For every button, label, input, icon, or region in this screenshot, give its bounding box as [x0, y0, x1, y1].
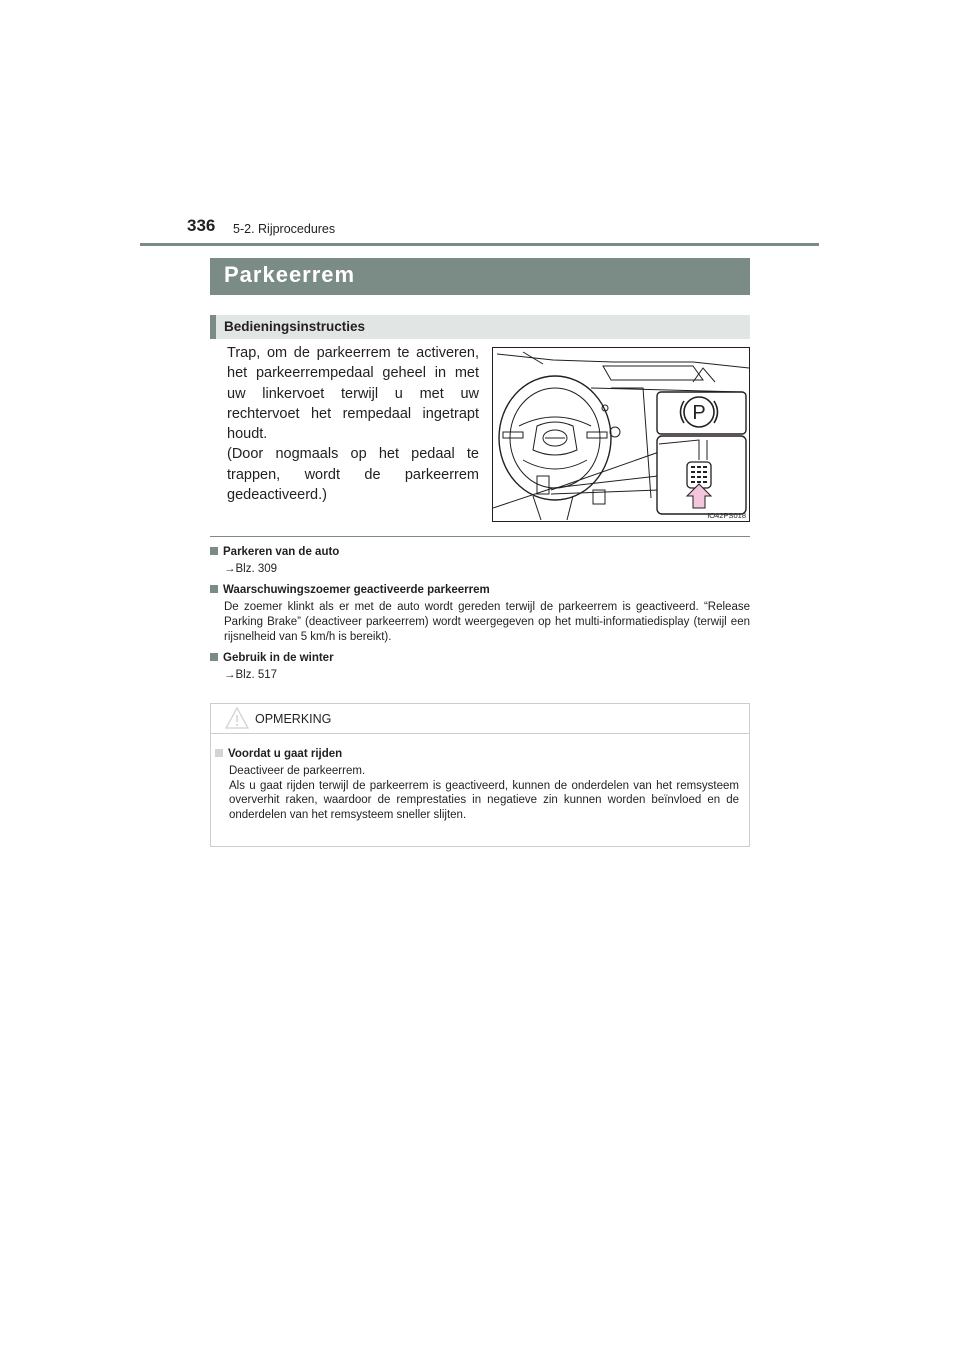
- arrow-right-icon: →: [224, 563, 236, 575]
- note-parking: [210, 545, 750, 577]
- page-number: 336: [187, 216, 216, 235]
- parking-brake-illustration: [492, 347, 750, 522]
- note-body: De zoemer klinkt als er met de auto wordt gereden terwijl de parkeerrem is geactiveerd. “Release Parking Brake” (deactiveer parkeerrem) wordt weergegeven op het multi-informatiedisplay (terwijl een rijsnelheid van 5 km/h is bereikt).: [224, 601, 750, 643]
- subsection-title: Bedieningsinstructies: [210, 315, 750, 339]
- illustration-code: IO42PS018: [707, 511, 746, 520]
- square-bullet-icon: [210, 585, 218, 593]
- square-bullet-icon: [210, 653, 218, 661]
- instruction-paragraph-1: Trap, om de parkeerrem te activeren, het parkeerrempedaal geheel in met uw linkervoet terwijl u met uw rechtervoet het rempedaal ingetrapt houdt.: [227, 345, 479, 443]
- page-reference: Blz. 309: [235, 563, 278, 575]
- section-title: Parkeerrem: [210, 258, 750, 295]
- p-symbol: P: [692, 402, 706, 424]
- square-bullet-icon: [210, 547, 218, 555]
- note-winter: [210, 651, 750, 683]
- caution-item-title: Voordat u gaat rijden: [228, 748, 343, 760]
- note-warning-buzzer: [210, 583, 750, 645]
- section-divider: [210, 536, 750, 537]
- note-title: Gebruik in de winter: [223, 652, 334, 664]
- page-reference: Blz. 517: [235, 669, 278, 681]
- header-rule: [140, 243, 819, 246]
- note-title: Parkeren van de auto: [223, 546, 340, 558]
- dashboard-drawing: [493, 348, 750, 522]
- notes-list: [210, 545, 750, 689]
- note-title: Waarschuwingszoemer geactiveerde parkeerrem: [223, 584, 490, 596]
- arrow-right-icon: →: [224, 669, 236, 681]
- caution-line-1: Deactiveer de parkeerrem.: [229, 765, 366, 777]
- instruction-paragraph-2: (Door nogmaals op het pedaal te trappen, wordt de parkeerrem gedeactiveerd.): [227, 446, 479, 504]
- warning-triangle-icon: [225, 707, 249, 729]
- instruction-text: [227, 343, 479, 505]
- caution-line-2: Als u gaat rijden terwijl de parkeerrem is geactiveerd, kunnen de onderdelen van het remsysteem oververhit raken, waardoor de remprestaties in negatieve zin kunnen worden beïnvloed en de onderdelen van het remsysteem sneller slijten.: [229, 779, 739, 821]
- square-bullet-icon: [215, 749, 223, 757]
- caution-label: OPMERKING: [255, 712, 332, 726]
- caution-box: [210, 703, 750, 847]
- breadcrumb: 5-2. Rijprocedures: [233, 222, 336, 236]
